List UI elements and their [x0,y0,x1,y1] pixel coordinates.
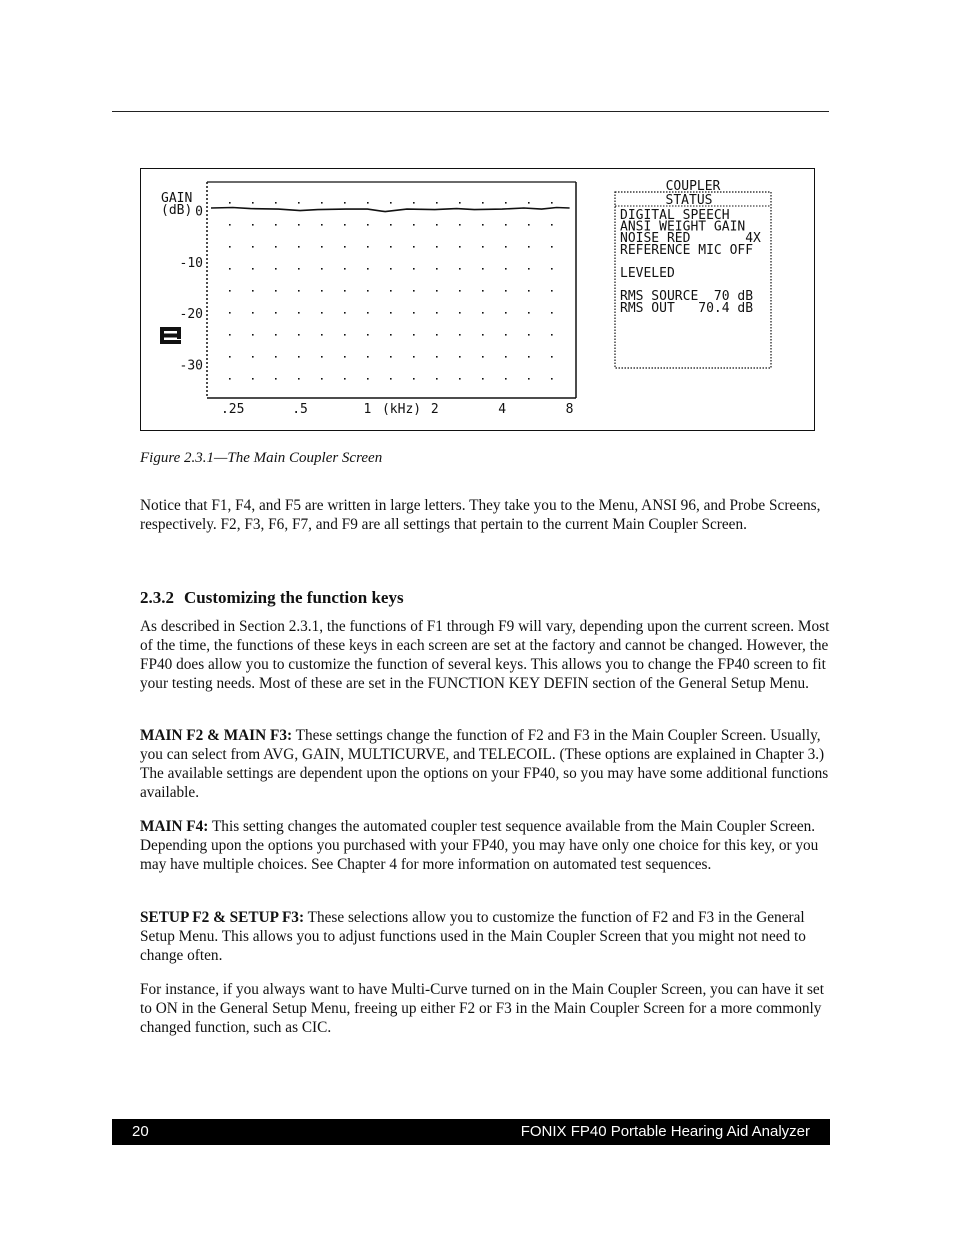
grid-dot [528,202,530,204]
grid-dot [505,356,507,358]
paragraph-main-f4 [140,818,830,875]
y-tick-label: -10 [179,255,203,271]
y-tick-label: -20 [179,307,203,323]
grid-dot [298,246,300,248]
grid-dot [482,268,484,270]
grid-dots [229,202,553,380]
grid-dot [275,290,277,292]
section-title: Customizing the function keys [184,588,404,607]
grid-dot [436,224,438,226]
grid-dot [413,356,415,358]
grid-dot [275,312,277,314]
grid-dot [252,378,254,380]
grid-dot [275,224,277,226]
grid-dot [436,312,438,314]
status-line: REFERENCE MIC OFF [620,242,754,258]
grid-dot [528,290,530,292]
grid-dot [436,334,438,336]
grid-dot [482,334,484,336]
grid-dot [344,268,346,270]
x-tick-label: 4 [498,402,507,417]
grid-dot [344,224,346,226]
grid-dot [459,246,461,248]
grid-dot [252,224,254,226]
grid-dot [459,290,461,292]
text-main-f2-f3: These settings change the function of F2 and F3 in the Main Coupler Screen. Usually, you can select from AVG, GAIN, MULTICURVE, and TELECOIL. (These options are explained in Chapter 3.) The available settings are dependent upon the options on your FP40, so you may have some additional functions available. [140,727,829,801]
grid-dot [390,268,392,270]
grid-dot [482,312,484,314]
grid-dot [505,290,507,292]
grid-dot [321,334,323,336]
grid-dot [321,202,323,204]
grid-dot [459,268,461,270]
status-line: DIGITAL SPEECH [620,208,730,223]
grid-dot [275,202,277,204]
grid-dot [505,246,507,248]
grid-dot [229,268,231,270]
grid-dot [229,224,231,226]
grid-dot [551,356,553,358]
grid-dot [298,268,300,270]
gain-label: GAIN [161,191,193,206]
db-label: (dB) [161,203,193,218]
grid-dot [482,356,484,358]
grid-dot [298,312,300,314]
paragraph-description: As described in Section 2.3.1, the functions of F1 through F9 will vary, depending upon the current screen. Most of the time, the functions of these keys in each screen are set at the factory and cannot be changed. However, the FP40 does allow you to customize the function of several keys. This allows you to change the FP40 screen to fit your testing needs. Most of these are set in the FUNCTION KEY DEFIN section of the General Setup Menu. [140,618,830,692]
grid-dot [367,378,369,380]
paragraph-setup-f2-f3 [140,909,830,966]
grid-dot [229,246,231,248]
status-line: RMS SOURCE 70 dB [620,289,754,305]
y-tick-label: -30 [179,358,203,374]
coupler-screen-svg [141,169,814,430]
grid-dot [275,334,277,336]
grid-dot [367,356,369,358]
grid-dot [367,312,369,314]
term-main-f4: MAIN F4: [140,818,209,835]
status-line: NOISE RED 4X [620,231,761,247]
grid-dot [367,268,369,270]
status-line: LEVELED [620,266,675,281]
grid-dot [298,356,300,358]
grid-dot [413,290,415,292]
grid-dot [275,356,277,358]
grid-dot [459,202,461,204]
x-tick-label: .25 [220,402,245,417]
status-lines [620,208,761,316]
grid-dot [505,268,507,270]
section-heading [140,588,404,608]
grid-dot [436,356,438,358]
grid-dot [229,290,231,292]
grid-dot [413,224,415,226]
x-tick-labels [221,402,574,417]
y-tick-labels [180,205,203,374]
grid-dot [459,378,461,380]
grid-dot [252,290,254,292]
grid-dot [321,290,323,292]
figure-caption: Figure 2.3.1—The Main Coupler Screen [140,450,383,466]
grid-dot [413,334,415,336]
grid-dot [413,246,415,248]
grid-dot [413,378,415,380]
paragraph-intro: Notice that F1, F4, and F5 are written in large letters. They take you to the Menu, ANSI 96, and Probe Screens, respectively. F2, F3, F6, F7, and F9 are all settings that pertain to the current Main Coupler Screen. [140,497,821,533]
grid-dot [298,334,300,336]
grid-dot [367,224,369,226]
grid-dot [551,312,553,314]
grid-dot [344,312,346,314]
grid-dot [436,246,438,248]
grid-dot [344,378,346,380]
grid-dot [390,290,392,292]
grid-dot [459,356,461,358]
footer-title: FONIX FP40 Portable Hearing Aid Analyzer [520,1123,810,1140]
grid-dot [459,334,461,336]
grid-dot [505,312,507,314]
grid-dot [321,224,323,226]
grid-dot [344,356,346,358]
grid-dot [229,378,231,380]
grid-dot [252,312,254,314]
grid-dot [551,224,553,226]
grid-dot [367,246,369,248]
grid-dot [436,268,438,270]
grid-dot [344,202,346,204]
grid-dot [528,356,530,358]
status-line: ANSI WEIGHT GAIN [620,219,746,235]
grid-dot [413,202,415,204]
grid-dot [344,334,346,336]
grid-dot [390,312,392,314]
grid-dot [229,334,231,336]
x-tick-label: .5 [292,402,308,417]
status-title-status: STATUS [665,193,713,208]
grid-dot [252,334,254,336]
grid-dot [551,378,553,380]
status-title-coupler: COUPLER [665,179,721,194]
grid-dot [436,290,438,292]
status-line: RMS OUT 70.4 dB [620,300,754,316]
grid-dot [321,246,323,248]
y-tick-label: 0 [195,204,203,220]
grid-dot [505,224,507,226]
grid-dot [528,378,530,380]
x-tick-label: 2 [430,402,439,417]
term-main-f2-f3: MAIN F2 & MAIN F3: [140,727,293,744]
grid-dot [344,290,346,292]
grid-dot [367,290,369,292]
grid-dot [551,334,553,336]
grid-dot [413,268,415,270]
grid-dot [344,246,346,248]
grid-dot [298,202,300,204]
grid-dot [390,356,392,358]
grid-dot [321,312,323,314]
grid-dot [390,246,392,248]
grid-dot [229,356,231,358]
paragraph-main-f2-f3 [140,727,830,803]
grid-dot [390,224,392,226]
page-number: 20 [132,1123,149,1140]
grid-dot [482,224,484,226]
grid-dot [252,202,254,204]
grid-dot [528,268,530,270]
term-setup-f2-f3: SETUP F2 & SETUP F3: [140,909,305,926]
grid-dot [275,378,277,380]
x-tick-label: 1 [363,402,372,417]
grid-dot [367,202,369,204]
paragraph-instance: For instance, if you always want to have Multi-Curve turned on in the Main Coupler Screen, you can have it set to ON in the General Setup Menu, freeing up either F2 or F3 in the Main Coupler Screen for a more commonly changed function, such as CIC. [140,981,824,1036]
grid-dot [390,378,392,380]
text-setup-f2-f3: These selections allow you to customize the function of F2 and F3 in the General Setup Menu. This allows you to adjust functions used in the Main Coupler Screen that you might not need to change often. [140,909,806,964]
grid-dot [551,268,553,270]
grid-dot [229,202,231,204]
grid-dot [367,334,369,336]
grid-dot [459,312,461,314]
grid-dot [551,290,553,292]
grid-dot [321,378,323,380]
grid-dot [252,268,254,270]
text-main-f4: This setting changes the automated coupler test sequence available from the Main Coupler Screen. Depending upon the options you purchased with your FP40, you may have only one choice for this key, or you may have multiple choices. See Chapter 4 for more information on automated test sequences. [140,818,819,873]
grid-dot [298,224,300,226]
grid-dot [321,356,323,358]
grid-dot [459,224,461,226]
grid-dot [528,246,530,248]
coupler-screen-figure [140,168,815,431]
x-tick-label: 8 [565,402,574,417]
grid-dot [482,246,484,248]
footer-bar [112,1119,830,1145]
grid-dot [298,378,300,380]
gain-curve [211,208,570,212]
grid-dot [505,378,507,380]
grid-dot [505,334,507,336]
x-tick-label: (kHz) [381,402,422,417]
grid-dot [482,378,484,380]
grid-dot [482,202,484,204]
grid-dot [321,268,323,270]
grid-dot [505,202,507,204]
grid-dot [436,378,438,380]
grid-dot [436,202,438,204]
grid-dot [252,246,254,248]
grid-dot [551,202,553,204]
grid-dot [551,246,553,248]
top-rule [112,111,829,112]
grid-dot [528,334,530,336]
grid-dot [298,290,300,292]
grid-dot [390,334,392,336]
speaker-icon [160,327,181,344]
grid-dot [252,356,254,358]
grid-dot [275,246,277,248]
grid-dot [528,312,530,314]
section-number: 2.3.2 [140,588,174,607]
grid-dot [275,268,277,270]
grid-dot [229,312,231,314]
grid-dot [390,202,392,204]
grid-dot [482,290,484,292]
grid-dot [413,312,415,314]
grid-dot [528,224,530,226]
